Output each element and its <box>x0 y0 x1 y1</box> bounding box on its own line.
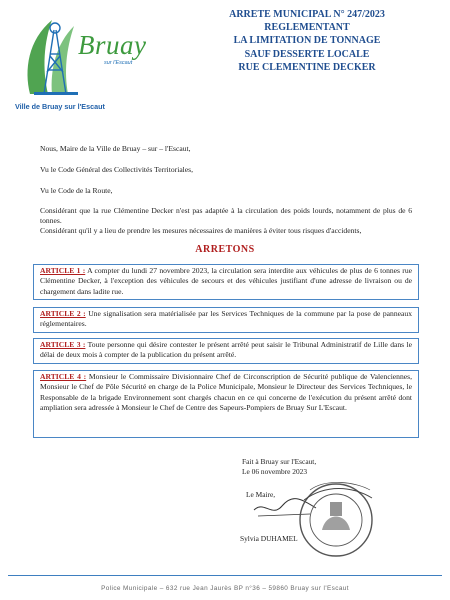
article-4 <box>40 372 412 414</box>
considerant-2: Considérant qu'il y a lieu de prendre les mesures nécessaires de manières à éviter tous risques d'accidents, <box>40 226 362 235</box>
footer-address: Police Municipale – 632 rue Jean Jaurès BP n°36 – 59860 Bruay sur l'Escaut <box>101 585 349 592</box>
signature-place: Fait à Bruay sur l'Escaut, <box>242 457 317 466</box>
preamble-mayor: Nous, Maire de la Ville de Bruay – sur – l'Escaut, <box>40 144 191 153</box>
title-line-3: LA LIMITATION DE TONNAGE <box>233 35 381 47</box>
article-1-text: A compter du lundi 27 novembre 2023, la circulation sera interdite aux véhicules de plus de 6 tonnes rue Clémentine Decker, à l'exception des véhicules de secours et des véhicules justifiant d'une adresse de livraison ou de chargement dans ladite rue. <box>40 266 412 296</box>
article-3-label: ARTICLE 3 : <box>40 340 86 349</box>
article-2-label: ARTICLE 2 : <box>40 309 86 318</box>
logo-caption: Ville de Bruay sur l'Escaut <box>15 102 105 111</box>
footer-rule <box>8 575 442 576</box>
preamble-code-route: Vu le Code de la Route, <box>40 186 113 195</box>
article-1 <box>40 266 412 297</box>
article-2 <box>40 309 412 330</box>
article-4-label: ARTICLE 4 : <box>40 372 87 381</box>
logo-subtitle: sur l'Escaut <box>104 60 133 66</box>
title-line-2: REGLEMENTANT <box>264 22 350 34</box>
section-heading: ARRETONS <box>195 244 255 255</box>
article-2-text: Une signalisation sera matérialisée par les Services Techniques de la commune par la pose de panneaux réglementaires. <box>40 309 412 329</box>
signature-date: Le 06 novembre 2023 <box>242 467 308 476</box>
article-4-text: Monsieur le Commissaire Divisionnaire Chef de Circonscription de Sécurité publique de Valenciennes, Monsieur le Chef de Pôle Sécurité en charge de la Police Municipale, Monsieur le Directeur des Services Techniques, le Responsable de la brigade Environnement sont chargés chacun en ce qui concerne de l'exécution du présent arrêté dont ampliation sera adressée à Monsieur le Chef de Centre des Sapeurs-Pompiers de Bruay Sur L'Escaut. <box>40 372 412 413</box>
signature-name: Sylvia DUHAMEL <box>240 534 298 543</box>
preamble-code-collectivites: Vu le Code Général des Collectivités Territoriales, <box>40 165 194 174</box>
article-1-label: ARTICLE 1 : <box>40 266 86 275</box>
considerant-1: Considérant que la rue Clémentine Decker n'est pas adaptée à la circulation des poids lourds, notamment de plus de 6 tonnes. <box>40 206 412 226</box>
city-logo <box>22 10 147 98</box>
title-line-4: SAUF DESSERTE LOCALE <box>244 48 370 60</box>
title-line-5: RUE CLEMENTINE DECKER <box>238 61 376 73</box>
signature-role: Le Maire, <box>246 490 276 499</box>
title-line-1: ARRETE MUNICIPAL N° 247/2023 <box>229 9 385 20</box>
article-3-text: Toute personne qui désire contester le présent arrêté peut saisir le Tribunal Administratif de Lille dans le délai de deux mois à compter de la publication du présent arrêté. <box>40 340 412 360</box>
official-seal-icon <box>296 480 376 560</box>
logo-wordmark: Bruay <box>78 30 147 60</box>
decree-title <box>178 8 436 74</box>
article-3 <box>40 340 412 361</box>
